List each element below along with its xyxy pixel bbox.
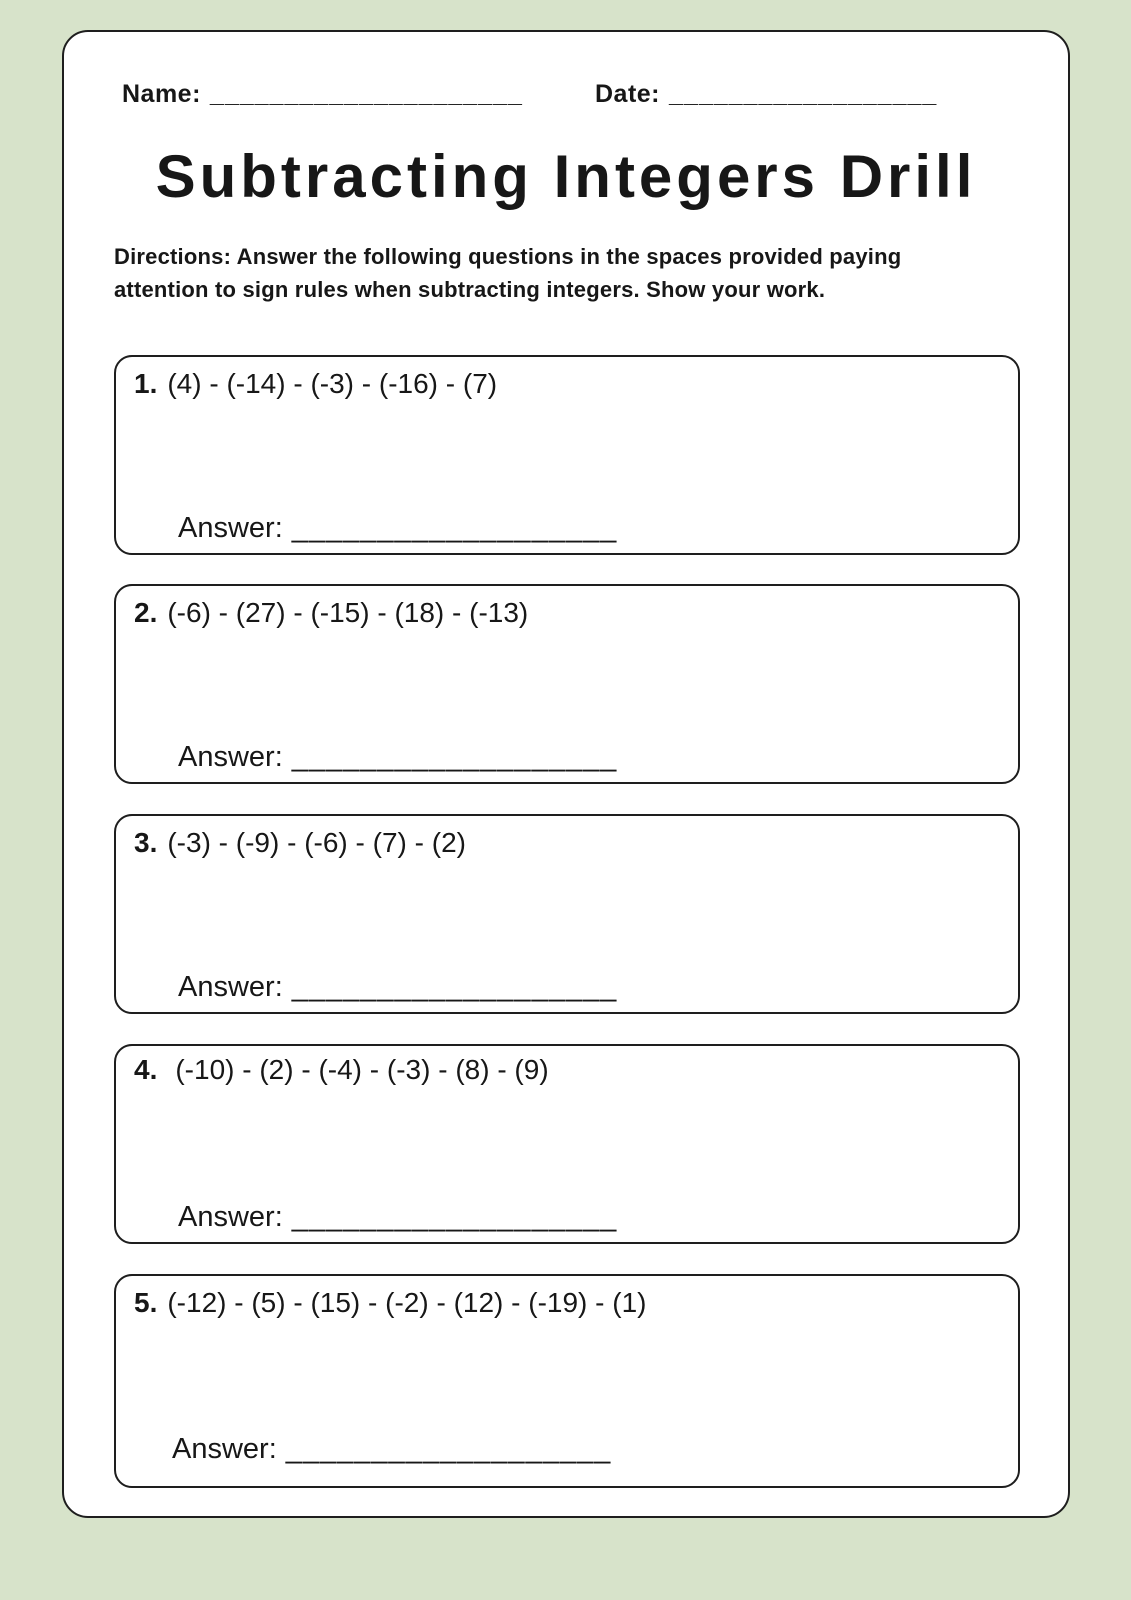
answer-label: Answer:: [178, 512, 283, 544]
problem-number: 1.: [134, 368, 158, 399]
answer-blank-line[interactable]: ___________________: [291, 1201, 618, 1233]
answer-blank-line[interactable]: ___________________: [291, 512, 618, 544]
name-field-group: [122, 80, 523, 109]
answer-blank-line[interactable]: ___________________: [285, 1433, 612, 1465]
name-label: Name:: [122, 80, 201, 108]
answer-row: [178, 512, 617, 545]
problem-statement: [134, 597, 528, 629]
problem-box-5: [114, 1274, 1020, 1488]
problem-expression: (4) - (-14) - (-3) - (-16) - (7): [167, 368, 498, 399]
answer-row: [178, 971, 617, 1004]
problem-number: 3.: [134, 827, 158, 858]
name-blank-line[interactable]: _____________________: [209, 80, 523, 108]
answer-label: Answer:: [178, 1201, 283, 1233]
problem-expression: (-10) - (2) - (-4) - (-3) - (8) - (9): [175, 1054, 549, 1085]
problem-box-1: [114, 355, 1020, 555]
problem-box-3: [114, 814, 1020, 1014]
problem-statement: [134, 827, 466, 859]
problem-number: 2.: [134, 597, 158, 628]
directions-line-2: attention to sign rules when subtracting integers. Show your work.: [114, 277, 826, 302]
problem-expression: (-3) - (-9) - (-6) - (7) - (2): [167, 827, 466, 858]
answer-blank-line[interactable]: ___________________: [291, 971, 618, 1003]
problem-box-2: [114, 584, 1020, 784]
problem-statement: [134, 1287, 646, 1319]
answer-label: Answer:: [172, 1433, 277, 1465]
problem-statement: [134, 1054, 549, 1086]
answer-label: Answer:: [178, 971, 283, 1003]
date-field-group: [595, 80, 937, 109]
problem-expression: (-12) - (5) - (15) - (-2) - (12) - (-19) - (1): [167, 1287, 647, 1318]
problem-box-4: [114, 1044, 1020, 1244]
date-label: Date:: [595, 80, 661, 108]
directions-line-1: Directions: Answer the following questions in the spaces provided paying: [114, 244, 902, 269]
directions-text: [114, 240, 994, 306]
worksheet-card: [62, 30, 1070, 1518]
problem-expression: (-6) - (27) - (-15) - (18) - (-13): [167, 597, 529, 628]
date-blank-line[interactable]: __________________: [669, 80, 938, 108]
problem-statement: [134, 368, 497, 400]
answer-row: [172, 1433, 611, 1466]
answer-blank-line[interactable]: ___________________: [291, 741, 618, 773]
page-title: Subtracting Integers Drill: [155, 143, 977, 210]
problem-number: 4.: [134, 1054, 158, 1085]
answer-row: [178, 741, 617, 774]
answer-row: [178, 1201, 617, 1234]
answer-label: Answer:: [178, 741, 283, 773]
problem-number: 5.: [134, 1287, 158, 1318]
